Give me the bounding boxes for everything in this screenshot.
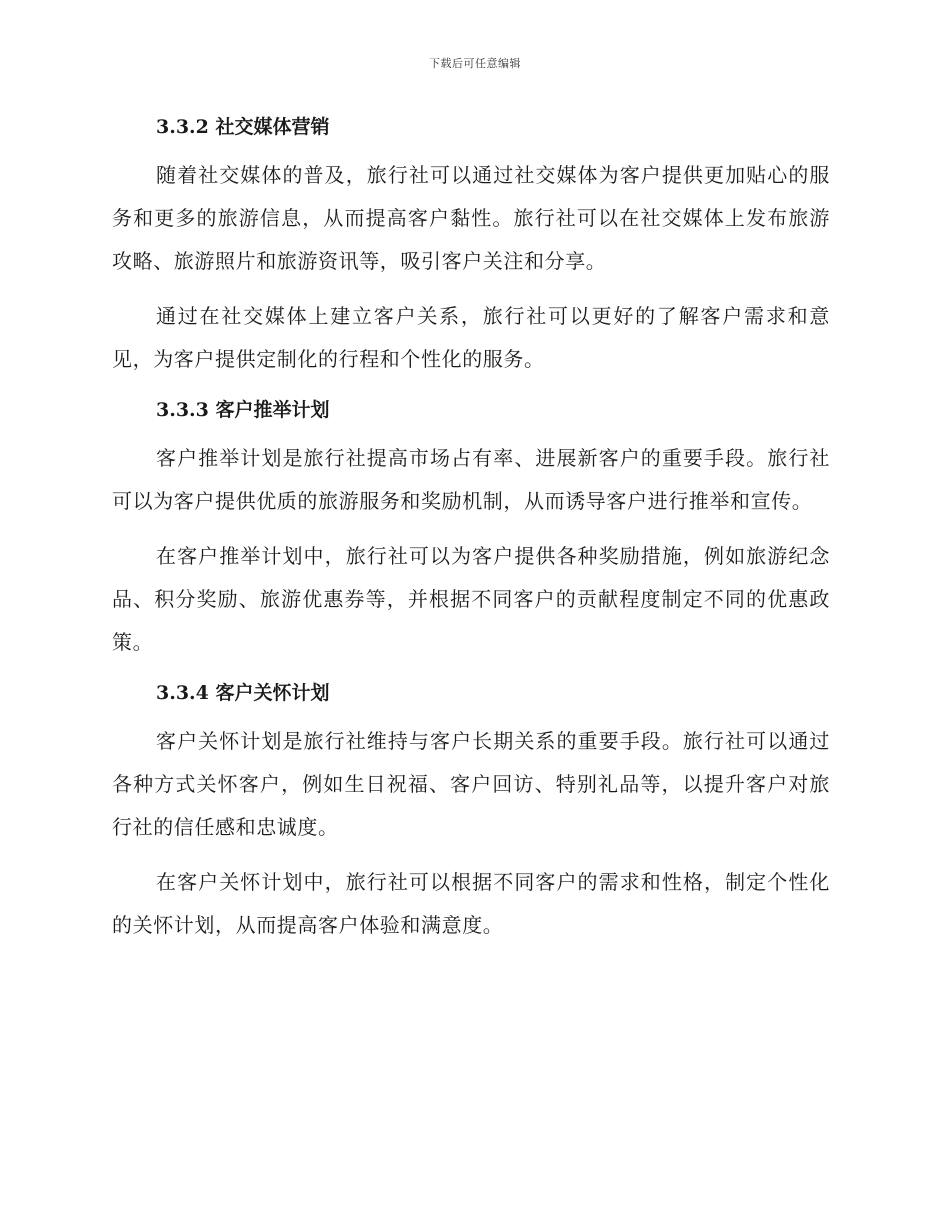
section-heading-social-media: 3.3.2 社交媒体营销: [156, 116, 330, 138]
paragraph: 随着社交媒体的普及，旅行社可以通过社交媒体为客户提供更加贴心的服务和更多的旅游信息，从而提高客户黏性。旅行社可以在社交媒体上发布旅游攻略、旅游照片和旅游资讯等，吸引客户关注和分享。: [112, 163, 830, 273]
document-body: [112, 112, 830, 959]
paragraph: 通过在社交媒体上建立客户关系，旅行社可以更好的了解客户需求和意见，为客户提供定制化的行程和个性化的服务。: [112, 304, 830, 371]
page-header-note: 下载后可任意编辑: [429, 57, 521, 70]
paragraph: 客户推举计划是旅行社提高市场占有率、进展新客户的重要手段。旅行社可以为客户提供优质的旅游服务和奖励机制，从而诱导客户进行推举和宣传。: [112, 446, 830, 513]
section-heading-customer-referral: 3.3.3 客户推举计划: [156, 399, 330, 421]
paragraph: 在客户关怀计划中，旅行社可以根据不同客户的需求和性格，制定个性化的关怀计划，从而提高客户体验和满意度。: [112, 870, 830, 937]
paragraph: 客户关怀计划是旅行社维持与客户长期关系的重要手段。旅行社可以通过各种方式关怀客户，例如生日祝福、客户回访、特别礼品等，以提升客户对旅行社的信任感和忠诚度。: [112, 729, 830, 839]
section-heading-customer-care: 3.3.4 客户关怀计划: [156, 682, 330, 704]
paragraph: 在客户推举计划中，旅行社可以为客户提供各种奖励措施，例如旅游纪念品、积分奖励、旅游优惠券等，并根据不同客户的贡献程度制定不同的优惠政策。: [112, 544, 830, 654]
